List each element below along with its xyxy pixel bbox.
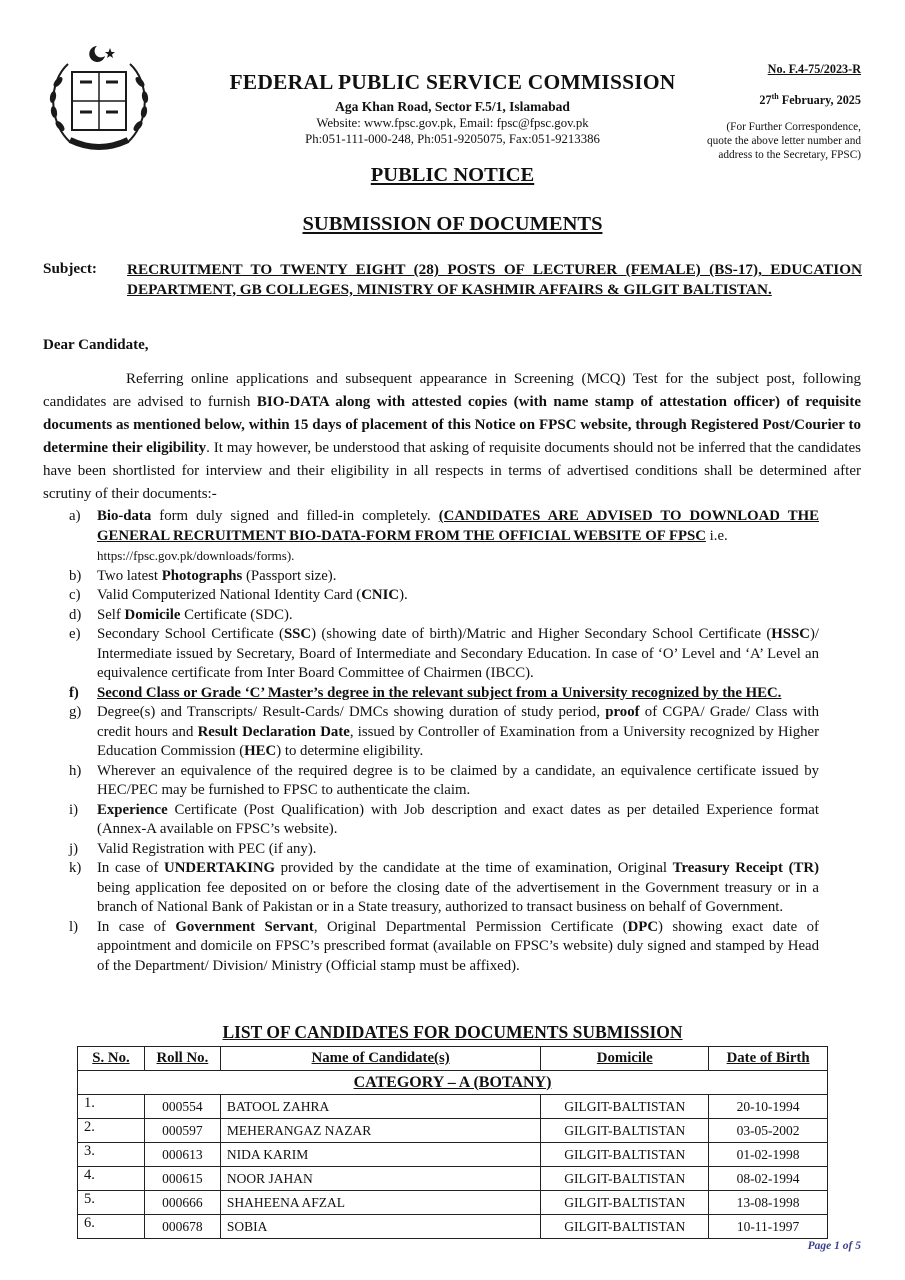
- table-row: 5. 000666 SHAHEENA AFZAL GILGIT-BALTISTAN 13-08-1998: [78, 1191, 828, 1215]
- notice-date: 27th February, 2025: [759, 92, 861, 108]
- fpsc-emblem-icon: [40, 42, 158, 160]
- subject-text: RECRUITMENT TO TWENTY EIGHT (28) POSTS OF LECTURER (FEMALE) (BS-17), EDUCATION DEPARTMENT, GB COLLEGES, MINISTRY OF KASHMIR AFFAIRS & GILGIT BALTISTAN.: [127, 261, 862, 298]
- table-row: 4. 000615 NOOR JAHAN GILGIT-BALTISTAN 08-02-1994: [78, 1167, 828, 1191]
- list-item: j) Valid Registration with PEC (if any).: [69, 840, 317, 857]
- col-header-sno: S. No.: [78, 1047, 145, 1071]
- col-header-domicile: Domicile: [541, 1047, 709, 1071]
- table-row: 1. 000554 BATOOL ZAHRA GILGIT-BALTISTAN 20-10-1994: [78, 1095, 828, 1119]
- list-item: b) Two latest Photographs (Passport size).: [69, 567, 337, 584]
- reference-block: [707, 62, 861, 162]
- page-subtitle: SUBMISSION OF DOCUMENTS: [302, 213, 603, 235]
- table-row: 6. 000678 SOBIA GILGIT-BALTISTAN 10-11-1997: [78, 1215, 828, 1239]
- table-row: 3. 000613 NIDA KARIM GILGIT-BALTISTAN 01-02-1998: [78, 1143, 828, 1167]
- ref-number: No. F.4-75/2023-R: [767, 62, 861, 76]
- list-item: f) Second Class or Grade ‘C’ Master’s degree in the relevant subject from a University recognized by the HEC.: [69, 684, 782, 701]
- salutation: Dear Candidate,: [43, 337, 149, 353]
- list-item: c) Valid Computerized National Identity Card (CNIC).: [69, 587, 408, 603]
- table-header-row: [78, 1047, 828, 1071]
- page-title: PUBLIC NOTICE: [370, 164, 535, 186]
- list-item: k) In case of UNDERTAKING provided by the candidate at the time of examination, Original Treasury Receipt (TR) being application fee deposited on or before the closing date of the advertisement in the Government treasury or in a branch of National Bank of Pakistan or in a State treasury, authorized to transact business on behalf of Government.: [69, 860, 819, 915]
- list-item: d) Self Domicile Certificate (SDC).: [69, 606, 293, 623]
- col-header-name: Name of Candidate(s): [220, 1047, 540, 1071]
- org-header: [180, 70, 725, 147]
- document-list: [43, 507, 819, 976]
- table-row: 2. 000597 MEHERANGAZ NAZAR GILGIT-BALTISTAN 03-05-2002: [78, 1119, 828, 1143]
- list-item: e) Secondary School Certificate (SSC) (showing date of birth)/Matric and Higher Secondary School Certificate (HSSC)/ Intermediate issued by Secretary, Board of Intermediate and Secondary Education. In case of ‘O’ Level and ‘A’ Level an equivalence certificate from Inter Board Committee of Chairmen (IBCC).: [69, 626, 819, 681]
- col-header-roll: Roll No.: [144, 1047, 220, 1071]
- list-item: h) Wherever an equivalence of the required degree is to be claimed by a candidate, an equivalence certificate issued by HEC/PEC may be furnished to FPSC to authenticate the claim.: [69, 762, 819, 798]
- category-label: CATEGORY – A (BOTANY): [78, 1071, 828, 1095]
- subject-label: Subject:: [43, 260, 97, 277]
- list-item: l) In case of Government Servant, Original Departmental Permission Certificate (DPC) showing exact date of appointment and domicile on FPSC’s prescribed format (available on FPSC’s website) duly signed and stamped by Head of the Department/ Division/ Ministry (Official stamp must be affixed).: [69, 918, 819, 974]
- correspondence-note: (For Further Correspondence, quote the above letter number and address to the Secretary, FPSC): [706, 121, 861, 162]
- list-item: g) Degree(s) and Transcripts/ Result-Cards/ DMCs showing duration of study period, proof of CGPA/ Grade/ Class with credit hours and Result Declaration Date, issued by Controller of Examination from a University recognized by Higher Education Commission (HEC) to determine eligibility.: [69, 704, 819, 759]
- org-address: Aga Khan Road, Sector F.5/1, Islamabad: [335, 99, 570, 114]
- list-item: i) Experience Certificate (Post Qualification) with Job description and exact dates as per detailed Experience format (Annex-A available on FPSC’s website).: [69, 801, 819, 837]
- org-name: FEDERAL PUBLIC SERVICE COMMISSION: [229, 70, 676, 94]
- org-phone: Ph:051-111-000-248, Ph:051-9205075, Fax:051-9213386: [305, 132, 600, 146]
- table-caption: LIST OF CANDIDATES FOR DOCUMENTS SUBMISSION: [222, 1022, 683, 1042]
- col-header-dob: Date of Birth: [709, 1047, 828, 1071]
- org-web: Website: www.fpsc.gov.pk, Email: fpsc@fpsc.gov.pk: [316, 116, 589, 130]
- category-row: [78, 1071, 828, 1095]
- candidates-table: [77, 1046, 828, 1239]
- list-item: a) Bio-data form duly signed and filled-in completely. (CANDIDATES ARE ADVISED TO DOWNLOAD THE GENERAL RECRUITMENT BIO-DATA-FORM FROM THE OFFICIAL WEBSITE OF FPSC i.e. https://fpsc.gov.pk/downloads/forms).: [69, 508, 819, 563]
- page-number: Page 1 of 5: [807, 1240, 861, 1252]
- intro-paragraph: Referring online applications and subsequent appearance in Screening (MCQ) Test for the subject post, following candidates are advised to furnish BIO-DATA along with attested copies (with name stamp of attestation officer) of requisite documents as mentioned below, within 15 days of placement of this Notice on FPSC website, through Registered Post/Courier to determine their eligibility. It may however, be understood that asking of requisite documents should not be inferred that the candidates have been shortlisted for interview and their eligibility in all respects in terms of advertised conditions shall be determined after scrutiny of their documents:-: [43, 371, 861, 502]
